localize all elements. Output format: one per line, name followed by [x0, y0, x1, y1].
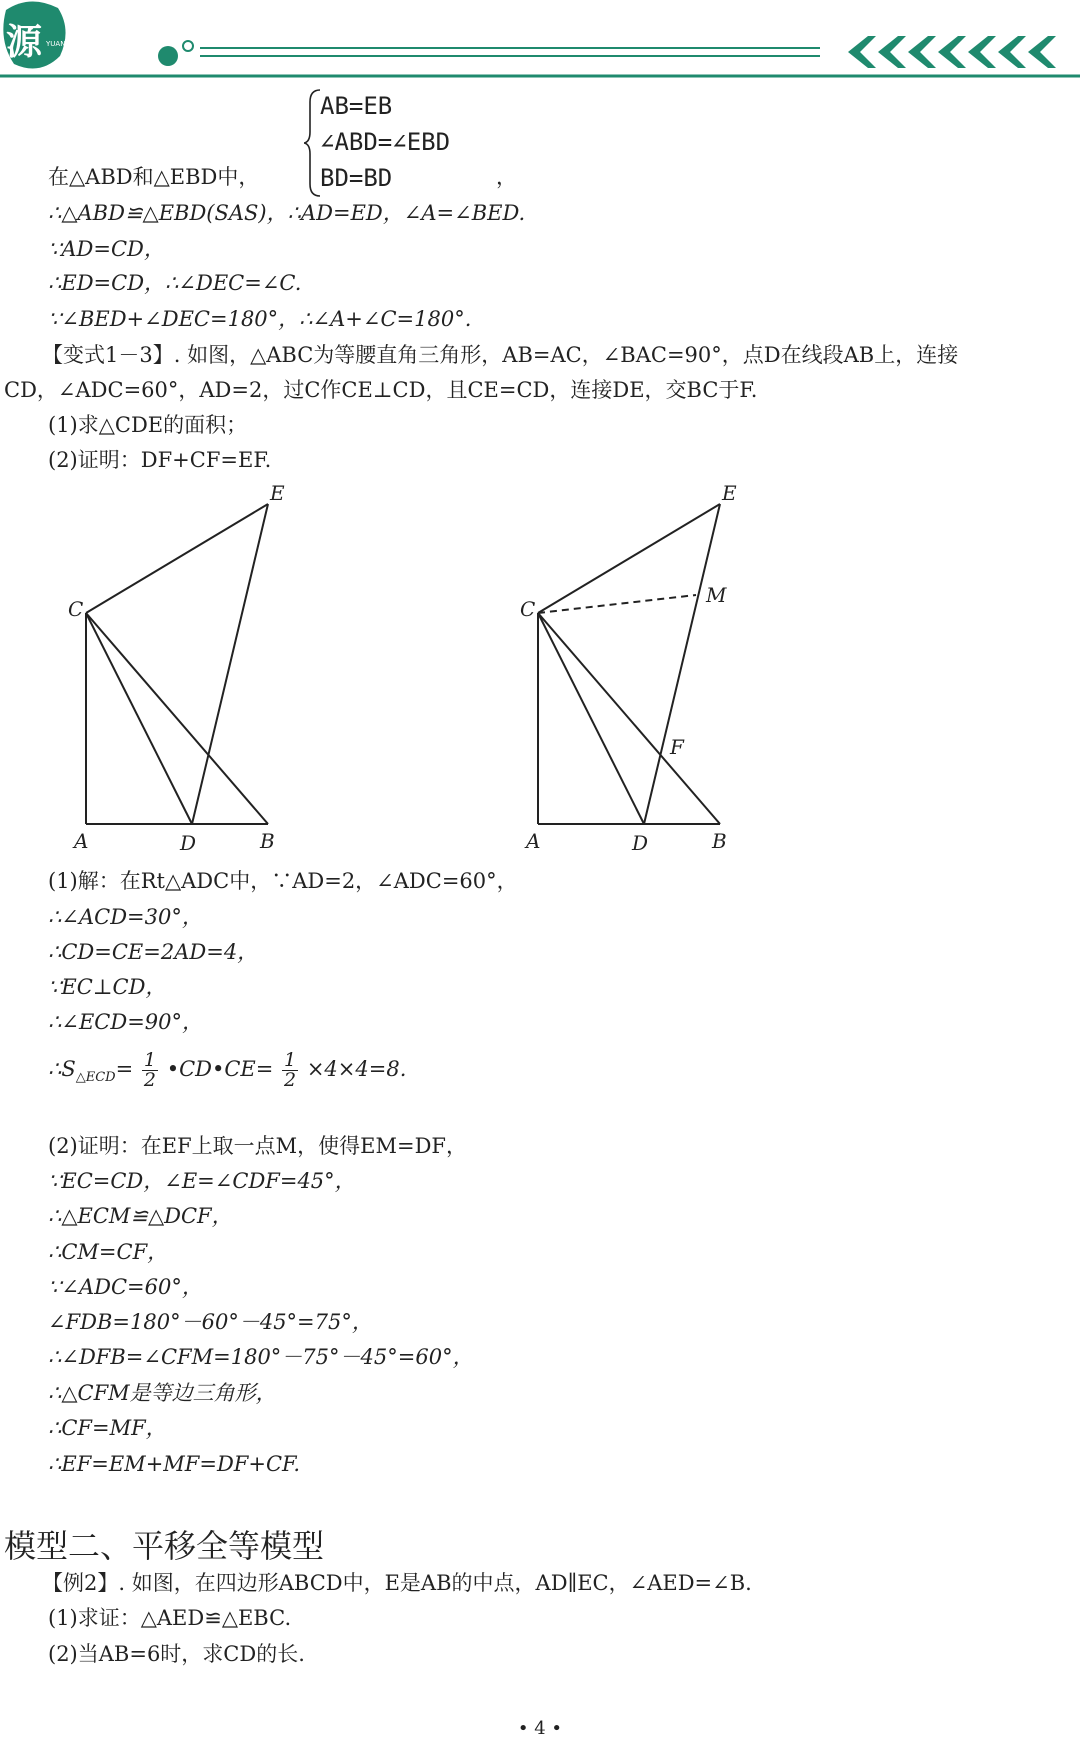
label-B: B [260, 829, 275, 853]
problem-question-1: (1)求△CDE的面积； [48, 413, 248, 437]
solution2-line-1: (2)证明：在EF上取一点M，使得EM=DF， [48, 1134, 467, 1158]
logo-text: 源 [6, 22, 43, 63]
area-symbol: ∴S [48, 1057, 76, 1081]
solution2-line-9: ∴CF=MF， [48, 1416, 167, 1440]
dot-large [158, 46, 178, 66]
fraction-denominator: 2 [143, 1069, 156, 1091]
example-2-question-2: (2)当AB=6时，求CD的长. [48, 1642, 305, 1666]
solution1-line-3: ∴CD=CE=2AD=4， [48, 940, 259, 964]
system-row-1: AB=EB [320, 92, 393, 120]
proof-line-3: ∴ED=CD，∴∠DEC=∠C. [48, 271, 302, 295]
solution2-line-6: ∠FDB=180°－60°－45°=75°， [48, 1310, 373, 1334]
label-A: A [74, 829, 89, 853]
solution2-line-2: ∵EC=CD，∠E=∠CDF=45°， [48, 1169, 356, 1193]
equals-sign: = [115, 1057, 134, 1081]
label-E: E [722, 481, 737, 505]
label-D: D [632, 831, 649, 855]
fraction-half-2 [282, 1051, 298, 1090]
page-number: • 4 • [517, 1718, 563, 1739]
label-D: D [180, 831, 197, 855]
segment-ED [644, 504, 720, 824]
solution1-line-1: (1)解：在Rt△ADC中，∵AD=2，∠ADC=60°， [48, 869, 518, 893]
solution1-line-2: ∴∠ACD=30°， [48, 905, 203, 929]
fraction-half-1 [142, 1051, 158, 1090]
logo-small-text: YUAN [46, 40, 66, 48]
segment-CE [538, 504, 720, 613]
area-subscript: △ECD [75, 1070, 116, 1086]
example-2-question-1: (1)求证：△AED≌△EBC. [48, 1606, 292, 1630]
solution2-line-4: ∴CM=CF， [48, 1240, 169, 1264]
solution1-line-6-tail: ×4×4=8. [306, 1057, 407, 1081]
segment-CE [86, 504, 268, 613]
problem-line-1: 【变式1－3】. 如图，△ABC为等腰直角三角形，AB=AC，∠BAC=90°，点D在线段AB上，连接 [42, 343, 959, 367]
solution2-line-8: ∴△CFM是等边三角形， [48, 1381, 277, 1405]
problem-line-2: CD，∠ADC=60°，AD=2，过C作CE⊥CD，且CE=CD，连接DE，交BC于F. [4, 378, 758, 402]
proof-line-4: ∵∠BED+∠DEC=180°，∴∠A+∠C=180°. [48, 307, 472, 331]
label-M: M [706, 583, 727, 607]
solution2-line-5: ∵∠ADC=60°， [48, 1275, 203, 1299]
label-E: E [270, 481, 285, 505]
solution1-line-5: ∴∠ECD=90°， [48, 1010, 204, 1034]
dot-small [183, 41, 193, 51]
label-A: A [526, 829, 541, 853]
solution2-line-10: ∴EF=EM+MF=DF+CF. [48, 1452, 300, 1476]
solution2-line-7: ∴∠DFB=∠CFM=180°－75°－45°=60°， [48, 1345, 474, 1369]
equation-system [320, 88, 450, 196]
solution1-line-6 [48, 1046, 406, 1101]
fraction-denominator: 2 [284, 1069, 297, 1091]
label-C: C [68, 597, 84, 621]
solution2-line-3: ∴△ECM≌△DCF， [48, 1204, 233, 1228]
proof-line-2: ∵AD=CD， [48, 237, 165, 261]
system-row-3: BD=BD [320, 164, 393, 192]
label-B: B [712, 829, 727, 853]
label-C: C [520, 597, 536, 621]
figure-right [510, 478, 750, 858]
label-F: F [670, 735, 684, 759]
fraction-numerator: 1 [143, 1049, 156, 1071]
proof-line-0 [48, 162, 259, 192]
solution1-line-6-mid: •CD•CE= [166, 1057, 274, 1081]
segment-ED [192, 504, 268, 824]
problem-question-2: (2)证明：DF+CF=EF. [48, 448, 272, 472]
figure-left [60, 478, 300, 858]
chevron-arrows-icon [848, 36, 1056, 68]
example-2-line-1: 【例2】. 如图，在四边形ABCD中，E是AB的中点，AD∥EC，∠AED=∠B. [42, 1571, 752, 1595]
proof-line-0-suffix: ， [496, 165, 517, 189]
system-row-2: ∠ABD=∠EBD [320, 128, 451, 156]
header-decoration [0, 0, 1080, 84]
solution1-line-4: ∵EC⊥CD， [48, 975, 167, 999]
fraction-numerator: 1 [284, 1049, 297, 1071]
proof-line-0-prefix: 在△ABD和△EBD中， [48, 165, 260, 189]
page-header [0, 0, 1080, 84]
section-title-model-2: 模型二、平移全等模型 [4, 1527, 325, 1565]
proof-line-1: ∴△ABD≌△EBD(SAS)，∴AD=ED，∠A=∠BED. [48, 201, 526, 225]
